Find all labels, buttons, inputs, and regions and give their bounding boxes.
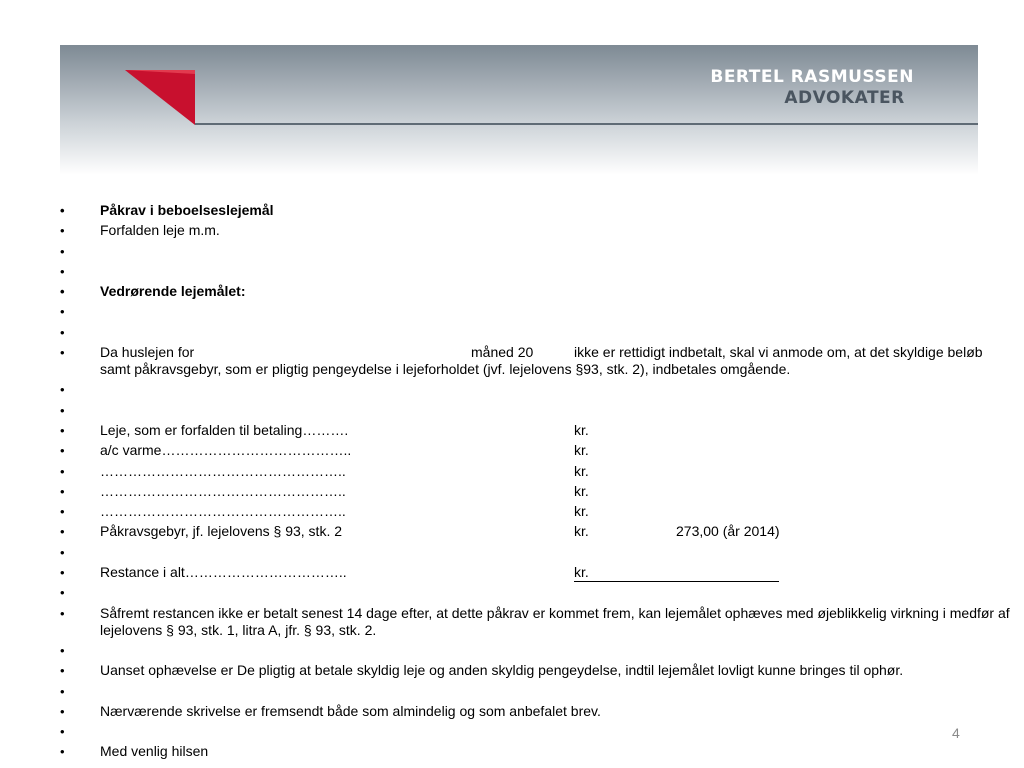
red-triangle-logo-icon — [125, 70, 197, 126]
brand-name-line1: BERTEL RASMUSSEN — [710, 67, 914, 87]
empty-bullet — [60, 642, 1010, 659]
kr-label: kr. — [574, 523, 589, 540]
total-kr-label: kr. — [574, 564, 779, 582]
blank-line: • …………………………………………….. kr. — [60, 463, 1010, 480]
obligation-paragraph: • Uanset ophævelse er De pligtig at betale skyldig leje og anden skyldig pengeydelse, indtil lejemålet lovligt kunne bringes til ophør. — [60, 662, 1010, 679]
sent-paragraph: • Nærværende skrivelse er fremsendt både som almindelig og som anbefalet brev. — [60, 703, 1010, 720]
heating-line: • a/c varme………………………………….. kr. — [60, 442, 1010, 459]
blank-line: • …………………………………………….. kr. — [60, 483, 1010, 500]
total-line: • Restance i alt…………………………….. kr. — [60, 564, 1010, 581]
empty-bullet — [60, 544, 1010, 561]
empty-bullet — [60, 381, 1010, 398]
letter-title: • Påkrav i beboelseslejemål — [60, 202, 1010, 219]
empty-bullet — [60, 263, 1010, 280]
empty-bullet — [60, 723, 1010, 740]
kr-label: kr. — [574, 442, 589, 459]
rent-due-line: • Leje, som er forfalden til betaling………. kr. — [60, 422, 1010, 439]
termination-paragraph: • Såfremt restancen ikke er betalt senest 14 dage efter, at dette påkrav er kommet frem, kan lejemålet ophæves med øjeblikkelig virkning i medfør af lejelovens § 93, stk. 1, litra A, jfr. § 93, stk. 2. — [60, 605, 1010, 639]
letter-content — [60, 202, 1010, 764]
kr-label: kr. — [574, 503, 589, 520]
empty-bullet — [60, 303, 1010, 320]
empty-bullet — [60, 584, 1010, 601]
rent-intro-part-b: måned 20 — [471, 344, 534, 361]
blank-line: • …………………………………………….. kr. — [60, 503, 1010, 520]
kr-label: kr. — [574, 482, 589, 499]
kr-label: kr. — [574, 462, 589, 479]
letter-subtitle: • Forfalden leje m.m. — [60, 222, 1010, 239]
empty-bullet — [60, 402, 1010, 419]
rent-intro-part-a: Da huslejen for — [100, 344, 195, 361]
rent-intro-paragraph — [60, 344, 1010, 378]
concerning-heading: • Vedrørende lejemålet: — [60, 283, 1010, 300]
brand-name-line2: ADVOKATER — [784, 88, 905, 108]
empty-bullet — [60, 324, 1010, 341]
rent-intro-part-c: ikke er rettidigt indbetalt, skal vi anmode om, at det skyldige beløb samt påkravsgebyr, som er pligtig pengeydelse i lejeforholdet (jvf. lejelovens §93, stk. 2), indbetales omgående. — [100, 344, 983, 378]
fee-line: • Påkravsgebyr, jf. lejelovens § 93, stk. 2 kr. 273,00 (år 2014) — [60, 523, 1010, 540]
header-banner — [60, 45, 978, 175]
closing-line: • Med venlig hilsen — [60, 743, 1010, 760]
brand-logo-text — [710, 67, 914, 109]
fee-value: 273,00 (år 2014) — [676, 523, 780, 540]
page-number: 4 — [952, 725, 960, 741]
kr-label: kr. — [574, 421, 589, 438]
empty-bullet — [60, 683, 1010, 700]
empty-bullet — [60, 243, 1010, 260]
banner-divider-line — [195, 123, 978, 125]
